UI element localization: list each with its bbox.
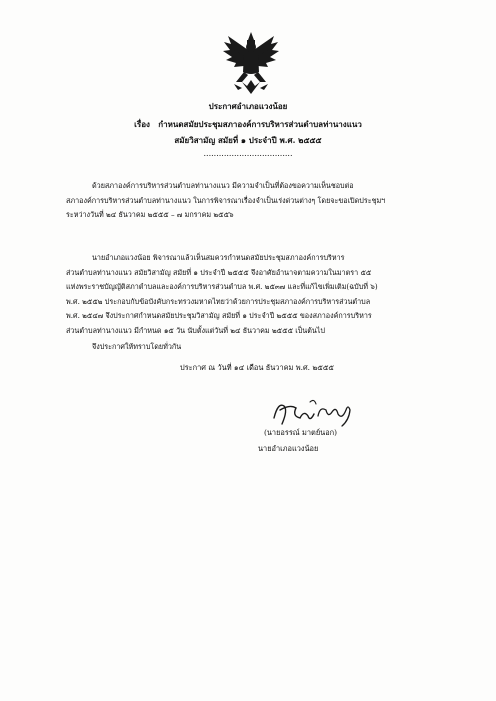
session-line: สมัยวิสามัญ สมัยที่ ๑ ประจำปี พ.ศ. ๒๕๕๕ [174, 135, 322, 145]
paragraph-1-line: สภาองค์การบริหารส่วนตำบลท่านางแนว ในการพิจารณาเรื่องจำเป็นเร่งด่วนต่างๆ โดยจะขอเปิดประชุมฯ [66, 195, 386, 205]
paragraph-1 [66, 179, 426, 223]
subject-label: เรื่อง [134, 119, 150, 129]
paragraph-1-line: ด้วยสภาองค์การบริหารส่วนตำบลท่านางแนว มีความจำเป็นที่ต้องขอความเห็นชอบต่อ [92, 181, 354, 190]
paragraph-2-line: ส่วนตำบลท่านางแนว สมัยวิสามัญ สมัยที่ ๑ ประจำปี ๒๕๕๕ จึงอาศัยอำนาจตามความในมาตรา ๕๕ [66, 267, 372, 277]
paragraph-2-line: ส่วนตำบลท่านางแนว มีกำหนด ๑๕ วัน นับตั้งแต่วันที่ ๒๔ ธันวาคม ๒๕๕๕ เป็นต้นไป [66, 325, 325, 335]
paragraph-1-line: ระหว่างวันที่ ๒๔ ธันวาคม ๒๕๕๕ – ๗ มกราคม ๒๕๕๖ [66, 210, 234, 220]
closing-line: จึงประกาศให้ทราบโดยทั่วกัน [92, 342, 182, 351]
paragraph-2-line: พ.ศ. ๒๕๔๗ จึงประกาศกำหนดสมัยประชุมวิสามัญ สมัยที่ ๑ ประจำปี ๒๕๕๕ ของสภาองค์การบริหาร [66, 311, 372, 321]
subject-text: กำหนดสมัยประชุมสภาองค์การบริหารส่วนตำบลท่านางแนว [158, 119, 362, 129]
paragraph-2-line: แห่งพระราชบัญญัติสภาตำบลและองค์การบริหารส่วนตำบล พ.ศ. ๒๕๓๗ และที่แก้ไขเพิ่มเติม(ฉบับที่ ๖) [66, 282, 378, 292]
announcement-date: ประกาศ ณ วันที่ ๑๔ เดือน ธันวาคม พ.ศ. ๒๕๕๕ [180, 363, 335, 372]
garuda-emblem-icon [222, 30, 280, 96]
paragraph-2 [66, 251, 426, 339]
paragraph-2-line: พ.ศ. ๒๕๕๒ ประกอบกับข้อบังคับกระทรวงมหาดไทยว่าด้วยการประชุมสภาองค์การบริหารส่วนตำบล [66, 296, 371, 306]
announcement-title: ประกาศอำเภอแวงน้อย [208, 101, 288, 111]
paragraph-2-line: นายอำเภอแวงน้อย พิจารณาแล้วเห็นสมควรกำหนดสมัยประชุมสภาองค์การบริหาร [92, 253, 345, 262]
signer-name: (นายอรรณ์ มาตย์นอก) [264, 428, 338, 437]
handwritten-signature [270, 396, 356, 430]
header-divider: ................................... [203, 149, 293, 158]
subject-line [0, 118, 496, 131]
signer-position: นายอำเภอแวงน้อย [258, 444, 319, 453]
